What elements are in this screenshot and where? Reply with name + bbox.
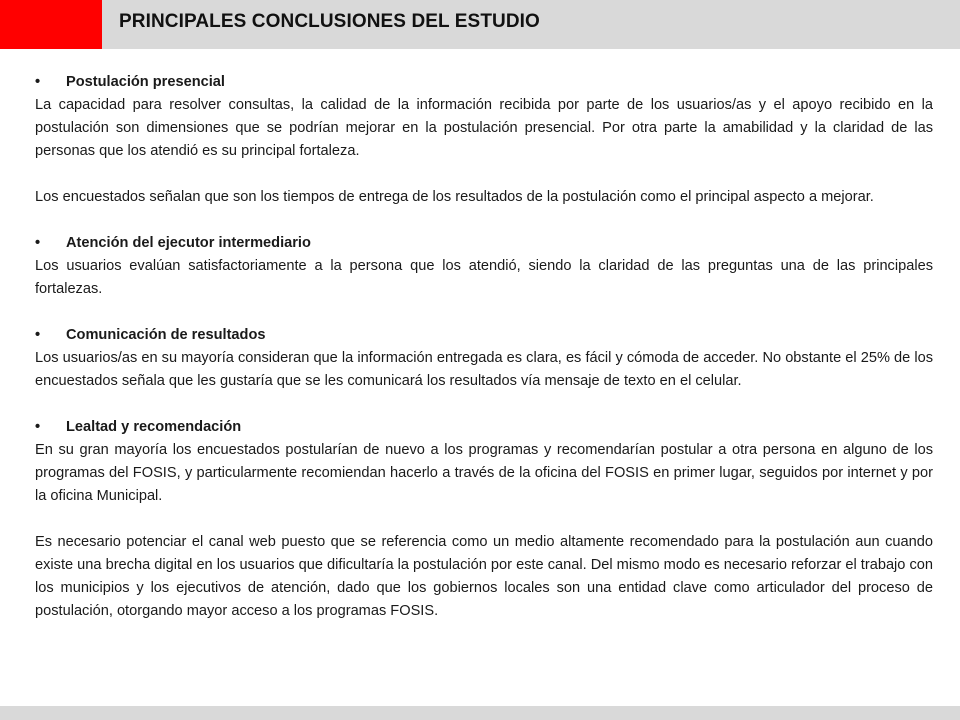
footer-bar [0, 706, 960, 720]
conclusions-body [35, 71, 933, 623]
section-heading-label: Postulación presencial [66, 74, 225, 90]
bullet-icon: • [35, 74, 41, 90]
section-heading-comunicacion [35, 324, 933, 347]
paragraph: Los usuarios/as en su mayoría consideran que la información entregada es clara, es fácil y cómoda de acceder. No obstante el 25% de los encuestados señala que les gustaría que se les comunicará los resultados vía mensaje de texto en el celular. [35, 350, 933, 389]
section-heading-label: Atención del ejecutor intermediario [66, 235, 311, 251]
bullet-icon: • [35, 235, 41, 251]
section-heading-label: Comunicación de resultados [66, 327, 266, 343]
section-heading-lealtad [35, 416, 933, 439]
page-title: PRINCIPALES CONCLUSIONES DEL ESTUDIO [119, 11, 540, 32]
paragraph: Los encuestados señalan que son los tiempos de entrega de los resultados de la postulación como el principal aspecto a mejorar. [35, 189, 874, 205]
section-heading-postulacion [35, 71, 933, 94]
paragraph: Es necesario potenciar el canal web puesto que se referencia como un medio altamente recomendado para la postulación aun cuando existe una brecha digital en los usuarios que dificultaría la postulación por este canal. Del mismo modo es necesario reforzar el trabajo con los municipios y los ejecutivos de atención, dado que los gobiernos locales son una entidad clave como articulador del proceso de postulación, otorgando mayor acceso a los programas FOSIS. [35, 534, 934, 619]
bullet-icon: • [35, 419, 41, 435]
paragraph: Los usuarios evalúan satisfactoriamente a la persona que los atendió, siendo la claridad de las preguntas una de las principales fortalezas. [35, 258, 933, 297]
section-heading-atencion [35, 232, 933, 255]
bullet-icon: • [35, 327, 41, 343]
header-red-accent [0, 0, 102, 49]
paragraph: La capacidad para resolver consultas, la calidad de la información recibida por parte de los usuarios/as y el apoyo recibido en la postulación son dimensiones que se podrían mejorar en la postulación presencial. Por otra parte la amabilidad y la claridad de las personas que los atendió es su principal fortaleza. [35, 97, 933, 159]
section-heading-label: Lealtad y recomendación [66, 419, 242, 435]
paragraph: En su gran mayoría los encuestados postularían de nuevo a los programas y recomendarían postular a otra persona en alguno de los programas del FOSIS, y particularmente recomiendan hacerlo a través de la oficina del FOSIS en primer lugar, seguidos por internet y por la oficina Municipal. [35, 442, 933, 504]
